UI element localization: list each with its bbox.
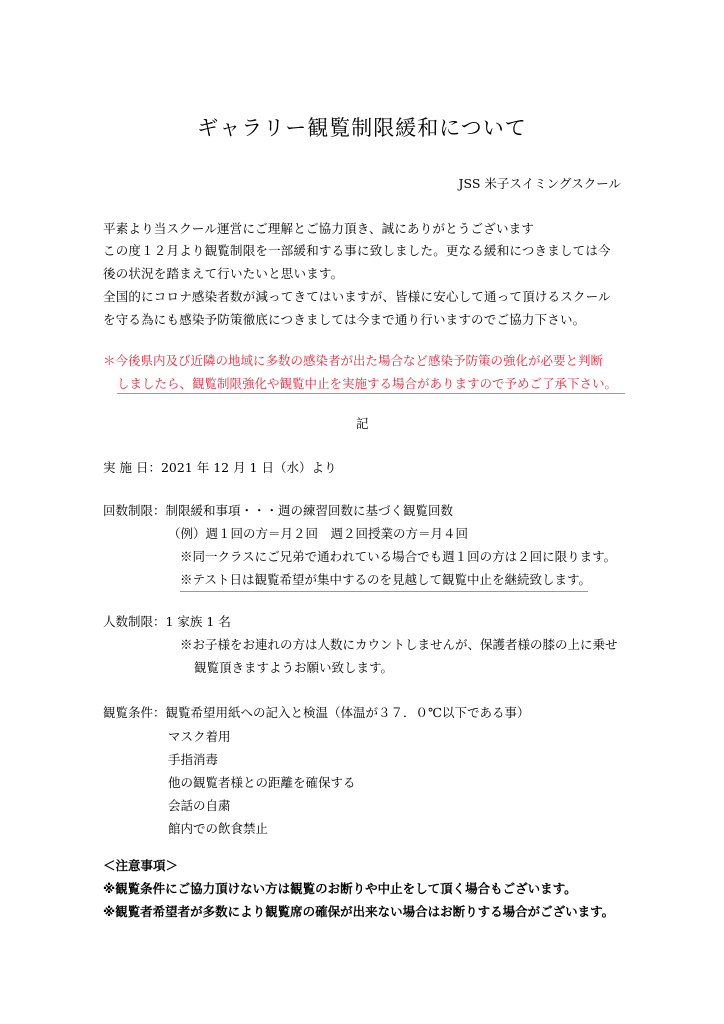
notes-line-2: ※観覧者希望者が多数により観覧席の確保が出来ない場合はお断りする場合がございます。 [103,904,615,919]
people-limit: 人数制限：1 家族 1 名 [103,614,231,629]
organization-name: JSS 米子スイミングスクール [458,176,621,191]
frequency-note-1: ※同一クラスにご兄弟で通われている場合でも週１回の方は２回に限ります。 [180,549,617,564]
frequency-note-2: ※テスト日は観覧希望が集中するのを見越して観覧中止を継続致します。 [180,572,592,587]
implementation-date: 実 施 日：2021 年 12 月 1 日（水）より [103,460,337,475]
warning-underline [117,393,625,394]
ki-marker: 記 [356,416,369,431]
frequency-limit: 回数制限：制限緩和事項・・・週の練習回数に基づく観覧回数 [103,503,454,518]
viewing-conditions: 観覧条件：観覧希望用紙への記入と検温（体温が３７．０℃以下である事） [103,705,530,720]
intro-line-1: 平素より当スクール運営にご理解とご協力頂き、誠にありがとうございます [103,221,535,236]
intro-line-3: 後の状況を踏まえて行いたいと思います。 [103,266,344,281]
condition-item: 会話の自粛 [168,798,231,813]
warning-line-1: ＊今後県内及び近隣の地域に多数の感染者が出た場合など感染予防策の強化が必要と判断 [103,353,604,368]
notes-line-1: ※観覧条件にご協力頂けない方は観覧のお断りや中止をして頂く場合もございます。 [103,881,577,896]
notes-heading: ＜注意事項＞ [103,858,179,873]
intro-line-2: この度１２月より観覧制限を一部緩和する事に致しました。更なる緩和につきましては今 [103,243,611,258]
intro-line-5: を守る為にも感染予防策徹底につきましては今まで通り行いますのでご協力下さい。 [103,312,586,327]
page-title: ギャラリー観覧制限緩和について [197,116,527,140]
frequency-example: （例）週１回の方＝月２回 週２回授業の方＝月４回 [168,526,469,541]
condition-item: マスク着用 [168,729,231,744]
people-note-1: ※お子様をお連れの方は人数にカウントしませんが、保護者様の膝の上に乗せ [180,637,618,652]
frequency-note-underline [180,591,588,592]
condition-item: 手指消毒 [168,752,219,767]
condition-item: 他の観覧者様との距離を確保する [168,775,356,790]
warning-line-2: しましたら、観覧制限強化や観覧中止を実施する場合がありますので予めご了承下さい。 [117,376,618,391]
intro-line-4: 全国的にコロナ感染者数が減ってきてはいますが、皆様に安心して通って頂けるスクール [103,289,611,304]
people-note-2: 観覧頂きますようお願い致します。 [194,660,394,675]
condition-item: 館内での飲食禁止 [168,821,269,836]
